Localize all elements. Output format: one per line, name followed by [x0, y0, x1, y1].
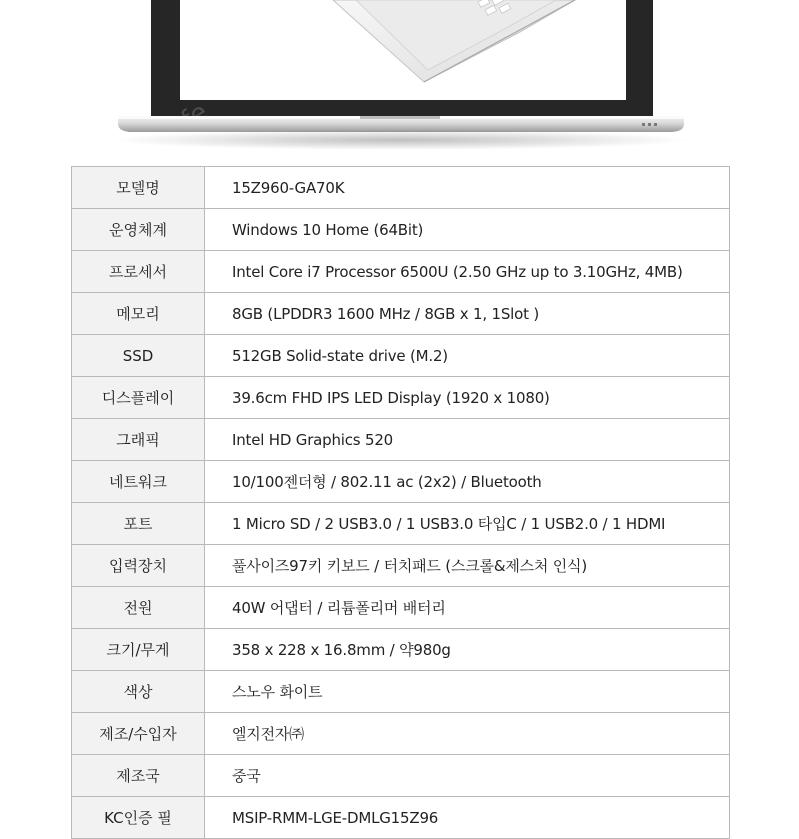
spec-label: 제조국 [72, 755, 205, 797]
spec-table [71, 166, 730, 839]
spec-label: 디스플레이 [72, 377, 205, 419]
spec-value: MSIP-RMM-LGE-DMLG15Z96 [205, 797, 730, 839]
spec-value: 15Z960-GA70K [205, 167, 730, 209]
table-row [72, 335, 730, 377]
spec-label: 제조/수입자 [72, 713, 205, 755]
table-row [72, 545, 730, 587]
spec-label: 운영체계 [72, 209, 205, 251]
spec-value: 39.6cm FHD IPS LED Display (1920 x 1080) [205, 377, 730, 419]
spec-label: 크기/무게 [72, 629, 205, 671]
spec-value: 1 Micro SD / 2 USB3.0 / 1 USB3.0 타입C / 1 USB2.0 / 1 HDMI [205, 503, 730, 545]
spec-label: 색상 [72, 671, 205, 713]
table-row [72, 713, 730, 755]
spec-label: 그래픽 [72, 419, 205, 461]
laptop-product-image [0, 0, 799, 160]
spec-label: SSD [72, 335, 205, 377]
spec-label: 메모리 [72, 293, 205, 335]
spec-value: 358 x 228 x 16.8mm / 약980g [205, 629, 730, 671]
spec-value: Intel HD Graphics 520 [205, 419, 730, 461]
table-row [72, 755, 730, 797]
spec-value: Intel Core i7 Processor 6500U (2.50 GHz up to 3.10GHz, 4MB) [205, 251, 730, 293]
table-row [72, 671, 730, 713]
table-row [72, 461, 730, 503]
spec-value: Windows 10 Home (64Bit) [205, 209, 730, 251]
table-row [72, 503, 730, 545]
spec-value: 스노우 화이트 [205, 671, 730, 713]
spec-label: 전원 [72, 587, 205, 629]
spec-value: 10/100젠더형 / 802.11 ac (2x2) / Bluetooth [205, 461, 730, 503]
table-row [72, 587, 730, 629]
table-row [72, 167, 730, 209]
spec-value: 40W 어댑터 / 리튬폴리머 배터리 [205, 587, 730, 629]
table-row [72, 209, 730, 251]
table-row [72, 629, 730, 671]
spec-label: 모델명 [72, 167, 205, 209]
spec-value: 중국 [205, 755, 730, 797]
table-row [72, 797, 730, 839]
spec-label: 포트 [72, 503, 205, 545]
spec-label: 입력장치 [72, 545, 205, 587]
spec-label: 네트워크 [72, 461, 205, 503]
table-row [72, 377, 730, 419]
spec-value: 풀사이즈97키 키보드 / 터치패드 (스크롤&제스처 인식) [205, 545, 730, 587]
spec-value: 8GB (LPDDR3 1600 MHz / 8GB x 1, 1Slot ) [205, 293, 730, 335]
table-row [72, 251, 730, 293]
spec-value: 엘지전자㈜ [205, 713, 730, 755]
spec-value: 512GB Solid-state drive (M.2) [205, 335, 730, 377]
table-row [72, 293, 730, 335]
spec-table-body [72, 167, 730, 839]
spec-label: 프로세서 [72, 251, 205, 293]
table-row [72, 419, 730, 461]
spec-label: KC인증 필 [72, 797, 205, 839]
